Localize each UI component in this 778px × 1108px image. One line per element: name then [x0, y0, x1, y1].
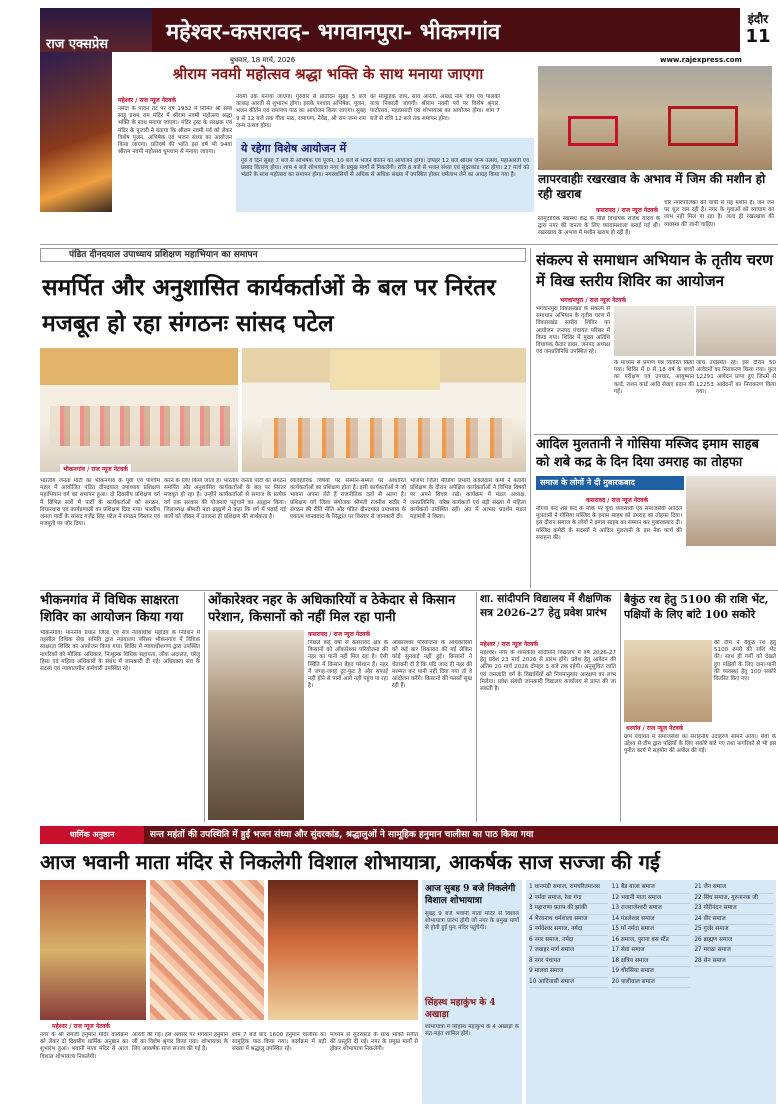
route-list-item: 12 भवानी माता समाज — [612, 894, 691, 905]
route-list-item: 8 नगर पंचायत — [529, 957, 608, 968]
story3-headline: समर्पित और अनुशासित कार्यकर्ताओं के बल पर निरंतर मजबूत हो रहा संगठनः सांसद पटेल — [42, 274, 496, 337]
story10-col4: माध्यम से सुंदरकांड के साथ भक्ति संगीत की प्रस्तुति दी गई। नगर के प्रमुख मार्गों से होकर शोभायात्रा निकलेगी। — [330, 1032, 418, 1053]
story3-kicker-bar — [40, 248, 526, 262]
story7-col1: पिछले कई वर्षों से कसरावद क्षेत्र के किसानों को ओंकारेश्वर परियोजना की नहर का पानी नहीं मिल रहा है। ऐसी स्थिति में किसान बेहद परेशान हैं। नहर में जगह-जगह टूट-फूट है और सफाई नहीं होने से पानी आगे नहीं पहुंच पा रहा है। — [308, 640, 388, 690]
route-list-item: 4 भैरवनाथ धर्मशाला समाज — [529, 915, 608, 926]
route-list-item: 21 जैन समाज — [694, 883, 773, 894]
story7-col2: ओंकारेश्वर परियोजना के अधिकारियों को कई बार शिकायत की गई लेकिन कोई सुनवाई नहीं हुई। किसानों ने चेतावनी दी है कि यदि जल्द ही नहर की मरम्मत कर पानी नहीं दिया गया तो वे आंदोलन करेंगे। किसानों की फसलें सूख रही हैं। — [392, 640, 472, 690]
procession-box — [422, 880, 522, 1104]
divider — [530, 248, 531, 588]
route-list-item: 20 पालीवाल समाज — [612, 978, 691, 989]
story4-col3: जांच उपस्थित रहे। इस दौरान 50 आवेदनों का निराकरण किया गया। कुल 12291 आवेदन प्राप्त हुए जिनमें से 12253 आवेदनों का निराकरण किया गया। — [696, 360, 776, 395]
story2-photo — [538, 66, 772, 170]
story5-photo — [686, 476, 776, 546]
story5-headline: आदिल मुलतानी ने गोसिया मस्जिद इमाम साहब को शबे कद्र के दिन दिया उमराह का तोहफा — [536, 437, 759, 470]
story1-byline: महेश्वर / राज न्यूज नेटवर्क — [118, 97, 177, 104]
story7-byline: कसरावद / राज न्यूज नेटवर्क — [308, 631, 371, 638]
route-list-item: 2 नर्मदा समाज, रेवा गंगा — [529, 894, 608, 905]
route-list-item: 6 नगर समाज, नर्मदा — [529, 936, 608, 947]
route-list-item: 11 बैंड बाजा समाज — [612, 883, 691, 894]
route-list-item: 15 माँ नर्मदा समाज — [612, 925, 691, 936]
route-list — [526, 880, 776, 1104]
story9-col2: ग्राम पंचायत में समाजसेवा का सराहनीय उदाहरण सामने आया। सेवा के उद्देश्य से टीम द्वारा पक्षियों के लिए सकोरे बांटे गए तथा नागरिकों से भी इस पुनीत कार्य में सहयोग की अपील की गई। — [624, 734, 776, 755]
story1-col2: नवमी तक मनाया जाएगा। गुरुवार से प्रतिदिन सुबह 5 बजे काकड़ आरती से शुभारंभ होगा। इसके पश्चात अभिषेक, पूजन, भजन कीर्तन एवं रामायण पाठ का आयोजन किया जाएगा। सुबह 9 से 12 बजे तक गीता पाठ, रामायण, नैवेद्य, श्री राम जन्म राम जन्म उत्सव होगा। — [236, 94, 366, 129]
story5-byline: कसरावद / राज न्यूज नेटवर्क — [586, 497, 649, 504]
masthead-banner — [40, 8, 740, 52]
story4-byline: भगवानपुरा / राज न्यूज नेटवर्क — [560, 297, 627, 304]
route-list-item: 13 राजराजेश्वरी समाज — [612, 904, 691, 915]
divider — [204, 592, 205, 822]
story3-col2: करने के लिए किया जाता है। भारतीय जनता पार्टी का संगठन समर्पित और अनुशासित कार्यकर्ताओं के बल पर निरंतर मजबूत हो रहा है। उन्होंने कार्यकर्ताओं से समाज के प्रत्येक वर्ग तक सरकार की योजनाएं पहुंचाने का आह्वान किया। जिलाध्यक्ष श्रीमती नंदा ब्राह्मणे ने कहा कि वर्ग में पढ़ाई गई बातों को जीवन में उतारना ही प्रशिक्षण की सार्थकता है। — [164, 478, 286, 521]
story5-band-text: समाज के लोगों ने दी मुबारकबाद — [540, 478, 635, 487]
divider — [534, 434, 778, 435]
story10-headline: आज भवानी माता मंदिर से निकलेगी विशाल शोभायात्रा, आकर्षक साज सज्जा की गई — [40, 850, 660, 874]
route-list-item: 5 नर्मदेश्वर समाज, नर्मदा — [529, 925, 608, 936]
procession-box-text: सुबह 9 बजे भवानी माता मंदिर से विशाल शोभायात्रा प्रारंभ होगी जो नगर के प्रमुख मार्गों से होती हुई पुनः मंदिर पहुंचेगी। — [425, 911, 519, 932]
story9-col1: की टीम ने बैकुंठ रथ हेतु 5100 रुपये की राशि भेंट की। साथ ही गर्मी को देखते हुए पक्षियों के लिए दाना-पानी की व्यवस्था हेतु 100 सकोरे वितरित किए गए। — [714, 640, 776, 683]
religion-band-text: सन्त महंतों की उपस्थिति में हुई भजन संध्या और सुंदरकांड, श्रद्धालुओं ने सामूहिक हनुमान चालीसा का पाठ किया गया — [150, 830, 534, 840]
story6-text: भीकनगांव। माननीय प्रधान जिला एवं सत्र न्यायाधीश महोदय के निर्देशन में तहसील विधिक सेवा समिति द्वारा न्यायालय परिसर भीकनगांव में विधिक साक्षरता शिविर का आयोजन किया गया। शिविर में न्यायाधीशगण द्वारा उपस्थित नागरिकों को मौलिक अधिकार, निःशुल्क विधिक सहायता, लोक अदालत, घरेलू हिंसा एवं महिला अधिकारों के संबंध में जानकारी दी गई। अधिवक्ता संघ के सदस्य एवं न्यायालयीन कर्मचारी उपस्थित रहे। — [40, 630, 200, 673]
story10-photo1 — [40, 880, 146, 1020]
story10-col1: नगर के श्री रामजी हनुमान मंदिर कार्यक्रम को लेकर दो दिवसीय धार्मिक अनुष्ठान का शुभारंभ हुआ। भवानी माता मंदिर से आज विशाल शोभायात्रा निकलेगी। — [40, 1032, 128, 1060]
religion-tag: धार्मिक अनुष्ठान — [40, 826, 144, 844]
route-list-item: 24 वीर समाज — [694, 915, 773, 926]
route-list-item: 25 गुर्जर समाज — [694, 925, 773, 936]
story10-col3: शाम 7 बजे बाद 1600 हनुमान चालीसा का सामूहिक पाठ किया गया। कार्यक्रम में बड़ी संख्या में श्रद्धालु उपस्थित रहे। — [232, 1032, 326, 1053]
route-list-item: 28 सेन समाज — [694, 957, 773, 968]
religion-band — [40, 826, 778, 844]
divider — [40, 244, 778, 245]
page-number: 11 — [745, 26, 771, 47]
story2-col2: चोर नगरपालिका की चाबी से यह मशीन है। जन जन पर धूल जम रही है। नगर के युवाओं को व्यायाम का लाभ नहीं मिल पा रहा है। जल्द ही रखरखाव की व्यवस्था की जानी चाहिए। — [664, 200, 774, 228]
procession-box-subtext: शोभायात्रा में सिंहस्थ महाकुंभ के 4 अखाड़ों के संत-महंत शामिल होंगे। — [425, 1024, 519, 1038]
route-list-item: 18 क्षत्रिय समाज — [612, 957, 691, 968]
procession-box-title: आज सुबह 9 बजे निकलेगी विशाल शोभायात्रा — [425, 884, 516, 906]
section-title: महेश्वर-कसरावद- भगवानपुरा- भीकनगांव — [166, 19, 501, 45]
story4-headline: संकल्प से समाधान अभियान के तृतीय चरण में विख स्तरीय शिविर का आयोजन — [536, 251, 774, 290]
procession-box-subtitle: सिंहस्थ महाकुंभ के 4 अखाड़ा — [425, 998, 496, 1020]
story10-byline: महेश्वर / राज न्यूज नेटवर्क — [52, 1023, 111, 1030]
city-label: इंदौर — [747, 12, 769, 26]
story10-col2: आरती की गई। इस अवसर पर भगवान हनुमान जी का विशेष श्रृंगार किया गया। शोभायात्रा के लिए आकर्षक साज सज्जा की गई है। — [132, 1032, 228, 1053]
route-list-item: 7 जवाहर मार्ग समाज — [529, 946, 608, 957]
event-box-text: गुरु ये दिन सुबह 7 बजे से अभिषेक एवं पूजन, 10 बजे से भजन कीर्तन का आयोजन होगा। दोपहर 12 बजे श्रीराम जन्म उत्सव, महाआरती एवं प्रसाद वितरण होगा। शाम 4 बजे शोभायात्रा नगर के प्रमुख मार्गों से निकलेगी। रात्रि 8 बजे से भजन संध्या एवं सुंदरकांड पाठ होगा। 27 मार्च को भंडारे के साथ महोत्सव का समापन होगा। नगरवासियों से अधिक से अधिक संख्या में उपस्थित होकर धर्मलाभ लेने का आग्रह किया गया है। — [241, 158, 529, 179]
story2-headline: लापरवाहीः रखरखाव के अभाव में जिम की मशीन हो रही खराब — [538, 172, 766, 201]
story1-col3: का सामूहिक जाप, सायं आरती, अखंड नाम जाप एवं पालकी यात्रा निकाली जाएगी। श्रीराम नवमी पर्व पर विशेष श्रृंगार, पाटोत्सव, महाप्रसादी एवं शोभायात्रा का आयोजन होगा। शाम 7 बजे से रात्रि 12 बजे तक समापन होगा। — [370, 94, 500, 122]
route-list-item: 17 सेवा समाज — [612, 946, 691, 957]
route-list-item: 19 चौरसिया समाज — [612, 967, 691, 978]
route-list-item: 22 सिंध समाज, गुरुनानक जी — [694, 894, 773, 905]
divider — [40, 590, 778, 591]
story3-col3: व्यावहारिक विषयों पर सम्मान-सम्मत पर आधारित कार्यकर्ताओं का प्रशिक्षण होता है। इसी कार्यकर्ताओं ने जो भावना अपना लेते हैं राजनीतिक दलों से अलग है। प्रशिक्षण वर्ग जिला संयोजक श्रीमती रजनीश राठौर ने संगठन की रीति नीति और पंडित दीनदयाल उपाध्याय के एकात्म मानववाद के सिद्धांत पर विस्तार से जानकारी दी। — [290, 478, 406, 521]
story9-byline: धरगांव / राज न्यूज नेटवर्क — [626, 725, 684, 732]
event-box — [236, 138, 534, 212]
route-list-item: 16 समाज, पुराना बस स्टैंड — [612, 936, 691, 947]
story10-photo3 — [268, 880, 418, 1020]
route-list-item: 27 मराठा समाज — [694, 946, 773, 957]
story5-band — [536, 476, 684, 490]
story6-headline: भीकनगांव में विधिक साक्षरता शिविर का आयोजन किया गया — [40, 593, 184, 625]
story8-text: महेश्वर। नगर के शासकीय सांदीपनि विद्यालय में वर्ष 2026-27 हेतु प्रवेश 23 मार्च 2026 से प्रारंभ होंगे। प्रवेश हेतु आवेदन की अंतिम 20 मार्च 2026 दोपहर 3 बजे तक रहेगी। अनुसूचित जाति एवं जनजाति वर्ग के विद्यार्थियों को नियमानुसार आरक्षण का लाभ मिलेगा। प्रवेश संबंधी जानकारी विद्यालय कार्यालय से प्राप्त की जा सकती है। — [480, 650, 616, 693]
story3-col4: भाजपा जिला मीडिया प्रभारी कालिदास कर्मा ने बताया प्रशिक्षण के दौरान अपेक्षित कार्यकर्ताओं ने विभिन्न विषयों पर अपने विचार रखे। कार्यक्रम में मंडल अध्यक्ष, जनप्रतिनिधि, वरिष्ठ कार्यकर्ता एवं बड़ी संख्या में महिला कार्यकर्ता उपस्थित रहीं। अंत में आभार प्रदर्शन मंडल महामंत्री ने किया। — [410, 478, 526, 521]
story1-photo — [40, 52, 112, 212]
event-box-title: ये रहेगा विशेष आयोजन में — [241, 142, 347, 155]
story9-photo — [624, 640, 712, 722]
story4-photo1 — [614, 306, 694, 356]
story10-photo2 — [150, 880, 264, 1020]
story9-headline: बैकुंठ रथ हेतु 5100 की राशि भेंट, पक्षियों के लिए बांटे 100 सकोरे — [624, 593, 769, 621]
story7-headline: ओंकारेश्वर नहर के अधिकारियों व ठेकेदार से किसान परेशान, किसानों को नहीं मिल रहा पानी — [208, 593, 456, 625]
story5-text: नौगवा कद शबे कद के मौके पर युवा व्यवसायी एवं समाजसेवी आदिल मुलतानी ने गोसिया मस्जिद के इमाम साहब को उमराह का तोहफा दिया। इस दौरान समाज के लोगों ने इमाम साहब का सम्मान कर मुबारकबाद दी। मस्जिद कमेटी के सदस्यों ने आदिल मुलतानी के इस नेक कार्य की सराहना की। — [536, 506, 682, 541]
story1-headline: श्रीराम नवमी महोत्सव श्रद्धा भक्ति के साथ मनाया जाएगा — [172, 65, 484, 83]
date-line: बुधवार, 18 मार्च, 2026 — [230, 56, 296, 64]
story3-photo-caption: भीकनगांव / राज न्यूज नेटवर्क — [60, 464, 131, 474]
story4-photo2 — [696, 306, 776, 356]
story4-col2: के माध्यम से प्रमाण पत्र वितरित किया गया। शिविर में 0 से 18 वर्ष के बच्चों का परीक्षण एवं उपचार, आयुष्मान कार्ड, राशन कार्ड आदि सेवाएं प्रदान की गईं। — [614, 360, 694, 395]
route-list-item: 1 धानमंडी समाज, रामचरितमानस — [529, 883, 608, 894]
story1-col1: नर्मदा के पावन तट पर वर्ष 1932 में निर्मित श्री सम्बं साहू प्रथम राम मंदिर में श्रीराम नवमी महोत्सव श्रद्धा भक्ति के साथ मनाया जाएगा। मंदिर ट्रस्ट के संरक्षक एवं मंदिर के पुजारी ने बताया कि श्रीराम नवमी पर्व को लेकर विशेष पूजन, अभिषेक एवं भजन संध्या का आयोजन किया जाएगा। प्रतिवर्ष की भांति इस वर्ष भी 94वां श्रीराम नवमी महोत्सव धूमधाम से मनाया जाएगा। — [118, 106, 232, 156]
route-list-item: 10 आदिवासी समाज — [529, 978, 608, 989]
route-list-item: 3 महाराणा प्रताप की झांकी — [529, 904, 608, 915]
divider — [476, 592, 477, 822]
story8-byline: महेश्वर / राज न्यूज नेटवर्क — [480, 641, 539, 648]
story3-col1: भारतीय जनता पार्टी का भीकनगांव के पूर्वी एवं पश्चिम मंडल में आयोजित पंडित दीनदयाल उपाध्याय प्रशिक्षण महाभियान वर्ग का समापन हुआ। दो दिवसीय प्रशिक्षण वर्ग में विभिन्न सत्रों में पार्टी के कार्यकर्ताओं को संगठन, विचारधारा एवं कार्यप्रणाली का प्रशिक्षण दिया गया। भारतीय जनता पार्टी के सांसद गजेंद्र सिंह पटेल ने संगठन विस्तार एवं मजबूती पर जोर दिया। — [40, 478, 160, 528]
story4-col1: भगवानपुरा विकासखंड के संकल्प से समाधान अभियान के तृतीय चरण में विकासखंड स्तरीय शिविर का आयोजन जनपद पंचायत परिसर में किया गया। शिविर में मुख्य अतिथि विधायक केदार डावर, जनपद अध्यक्ष एवं जनप्रतिनिधि उपस्थित रहे। — [536, 306, 610, 356]
brand-name: राज एक्सप्रेस — [46, 37, 109, 52]
route-list-item: 23 गौरीनंदन समाज — [694, 904, 773, 915]
story3-photo-right — [242, 348, 526, 472]
route-list-item: 9 मालवा समाज — [529, 967, 608, 978]
story8-headline: शा. सांदीपनि विद्यालय में शैक्षणिक सत्र 2026-27 हेतु प्रवेश प्रारंभ — [480, 593, 612, 619]
story2-byline: कसरावद / राज न्यूज नेटवर्क — [596, 207, 659, 214]
website[interactable]: www.rajexpress.com — [660, 56, 742, 64]
story2-col1: सामुदायिक स्वास्थ्य केंद्र के पीछे विधायक राजेश यादव के द्वारा नगर की जनता के लिए व्यायामशाला बनाई गई थी। रखरखाव के अभाव में मशीन खराब हो रही हैं। — [538, 216, 660, 237]
story3-kicker: पंडित दीनदयाल उपाध्याय प्रशिक्षण महाभियान का समापन — [69, 250, 258, 260]
divider — [620, 592, 621, 822]
story7-photo — [208, 630, 304, 820]
story3-photo-left — [40, 348, 238, 472]
route-list-item: 14 मंडलेश्वर समाज — [612, 915, 691, 926]
route-list-item: 26 ब्राह्मण समाज — [694, 936, 773, 947]
